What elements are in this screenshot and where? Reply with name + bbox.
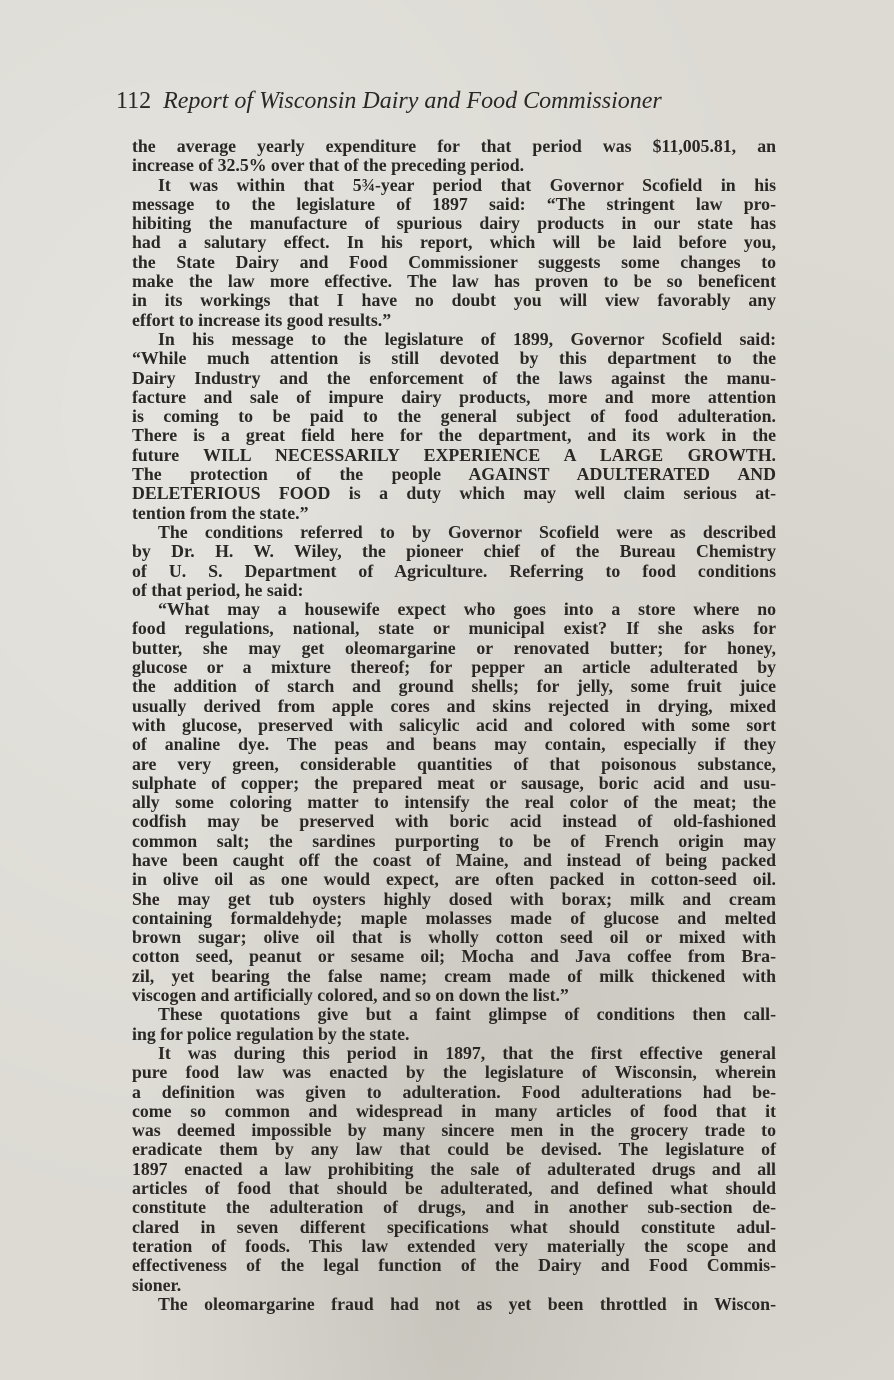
text-line: codfish may be preserved with boric acid instead of old-fashioned: [132, 811, 776, 832]
paragraph-start-line: It was during this period in 1897, that the first effective general: [158, 1042, 776, 1063]
text-line: of that period, he said:: [132, 579, 304, 600]
text-line: common salt; the sardines purporting to be of French origin may: [132, 830, 776, 851]
text-line: Dairy Industry and the enforcement of the laws against the manu-: [132, 367, 776, 388]
text-line: DELETERIOUS FOOD is a duty which may well claim serious at-: [132, 483, 776, 504]
running-title: Report of Wisconsin Dairy and Food Commissioner: [163, 88, 662, 114]
text-line: had a salutary effect. In his report, which will be laid before you,: [132, 232, 776, 253]
paragraph-start-line: The oleomargarine fraud had not as yet been throttled in Wiscon-: [158, 1293, 776, 1314]
text-line: pure food law was enacted by the legislature of Wisconsin, wherein: [132, 1062, 776, 1083]
text-line: containing formaldehyde; maple molasses made of glucose and melted: [132, 907, 776, 928]
text-line: teration of foods. This law extended very materially the scope and: [132, 1235, 776, 1256]
text-line: was deemed impossible by many sincere men in the grocery trade to: [132, 1120, 776, 1141]
text-line: come so common and widespread in many articles of food that it: [132, 1100, 776, 1121]
text-line: effort to increase its good results.”: [132, 309, 392, 330]
text-line: the average yearly expenditure for that period was $11,005.81, an: [132, 136, 776, 156]
paragraph-start-line: It was within that 5¾-year period that Governor Scofield in his: [158, 174, 776, 195]
text-line: food regulations, national, state or municipal exist? If she asks for: [132, 618, 776, 639]
text-line: by Dr. H. W. Wiley, the pioneer chief of the Bureau Chemistry: [132, 541, 776, 562]
page-header: [116, 86, 776, 116]
text-line: clared in seven different specifications what should constitute adul-: [132, 1216, 776, 1237]
text-line: glucose or a mixture thereof; for pepper an article adulterated by: [132, 657, 776, 678]
text-line: effectiveness of the legal function of the Dairy and Food Commis-: [132, 1255, 776, 1276]
text-line: have been caught off the coast of Maine, and instead of being packed: [132, 849, 776, 870]
text-line: hibiting the manufacture of spurious dairy products in our state has: [132, 213, 776, 234]
text-line: “While much attention is still devoted by this department to the: [132, 348, 776, 369]
text-line: with glucose, preserved with salicylic acid and colored with some sort: [132, 714, 776, 735]
text-line: ally some coloring matter to intensify the real color of the meat; the: [132, 792, 776, 813]
text-line: constitute the adulteration of drugs, and in another sub-section de-: [132, 1197, 776, 1218]
paragraph-start-line: The conditions referred to by Governor Scofield were as described: [158, 521, 776, 542]
text-line: cotton seed, peanut or sesame oil; Mocha and Java coffee from Bra-: [132, 946, 776, 967]
text-line: zil, yet bearing the false name; cream made of milk thickened with: [132, 965, 776, 986]
text-line: future WILL NECESSARILY EXPERIENCE A LARGE GROWTH.: [132, 444, 776, 465]
text-line: of analine dye. The peas and beans may contain, especially if they: [132, 734, 776, 755]
text-line: a definition was given to adulteration. Food adulterations had be-: [132, 1081, 776, 1102]
text-line: sulphate of copper; the prepared meat or sausage, boric acid and usu-: [132, 772, 776, 793]
text-line: are very green, considerable quantities of that poisonous substance,: [132, 753, 776, 774]
text-line: the addition of starch and ground shells; for jelly, some fruit juice: [132, 676, 776, 697]
text-line: viscogen and artificially colored, and so on down the list.”: [132, 985, 569, 1006]
text-line: The protection of the people AGAINST ADULTERATED AND: [132, 464, 776, 485]
text-line: make the law more effective. The law has proven to be so beneficent: [132, 271, 776, 292]
text-line: tention from the state.”: [132, 502, 309, 523]
paragraph-start-line: “What may a housewife expect who goes into a store where no: [158, 599, 776, 620]
paragraph-start-line: In his message to the legislature of 1899, Governor Scofield said:: [158, 328, 776, 349]
text-line: articles of food that should be adulterated, and defined what should: [132, 1178, 776, 1199]
text-line: in olive oil as one would expect, are often packed in cotton-seed oil.: [132, 869, 776, 890]
text-line: butter, she may get oleomargarine or renovated butter; for honey,: [132, 637, 776, 658]
text-line: She may get tub oysters highly dosed with borax; milk and cream: [132, 888, 776, 909]
text-line: There is a great field here for the department, and its work in the: [132, 425, 776, 446]
text-line: 1897 enacted a law prohibiting the sale of adulterated drugs and all: [132, 1158, 776, 1179]
text-line: is coming to be paid to the general subject of food adulteration.: [132, 406, 776, 427]
text-line: sioner.: [132, 1274, 182, 1295]
page-number: 112: [116, 88, 152, 114]
text-line: in its workings that I have no doubt you will view favorably any: [132, 290, 776, 311]
paragraph-start-line: These quotations give but a faint glimpse of conditions then call-: [158, 1004, 776, 1025]
text-line: the State Dairy and Food Commissioner suggests some changes to: [132, 251, 776, 272]
text-line: ing for police regulation by the state.: [132, 1023, 410, 1044]
text-line: facture and sale of impure dairy products, more and more attention: [132, 386, 776, 407]
text-line: eradicate them by any law that could be devised. The legislature of: [132, 1139, 776, 1160]
text-line: increase of 32.5% over that of the preceding period.: [132, 155, 525, 176]
body-text: [132, 137, 776, 1314]
text-line: message to the legislature of 1897 said: “The stringent law pro-: [132, 193, 776, 214]
text-line: of U. S. Department of Agriculture. Referring to food conditions: [132, 560, 776, 581]
text-line: brown sugar; olive oil that is wholly cotton seed oil or mixed with: [132, 927, 776, 948]
text-line: usually derived from apple cores and skins rejected in drying, mixed: [132, 695, 776, 716]
